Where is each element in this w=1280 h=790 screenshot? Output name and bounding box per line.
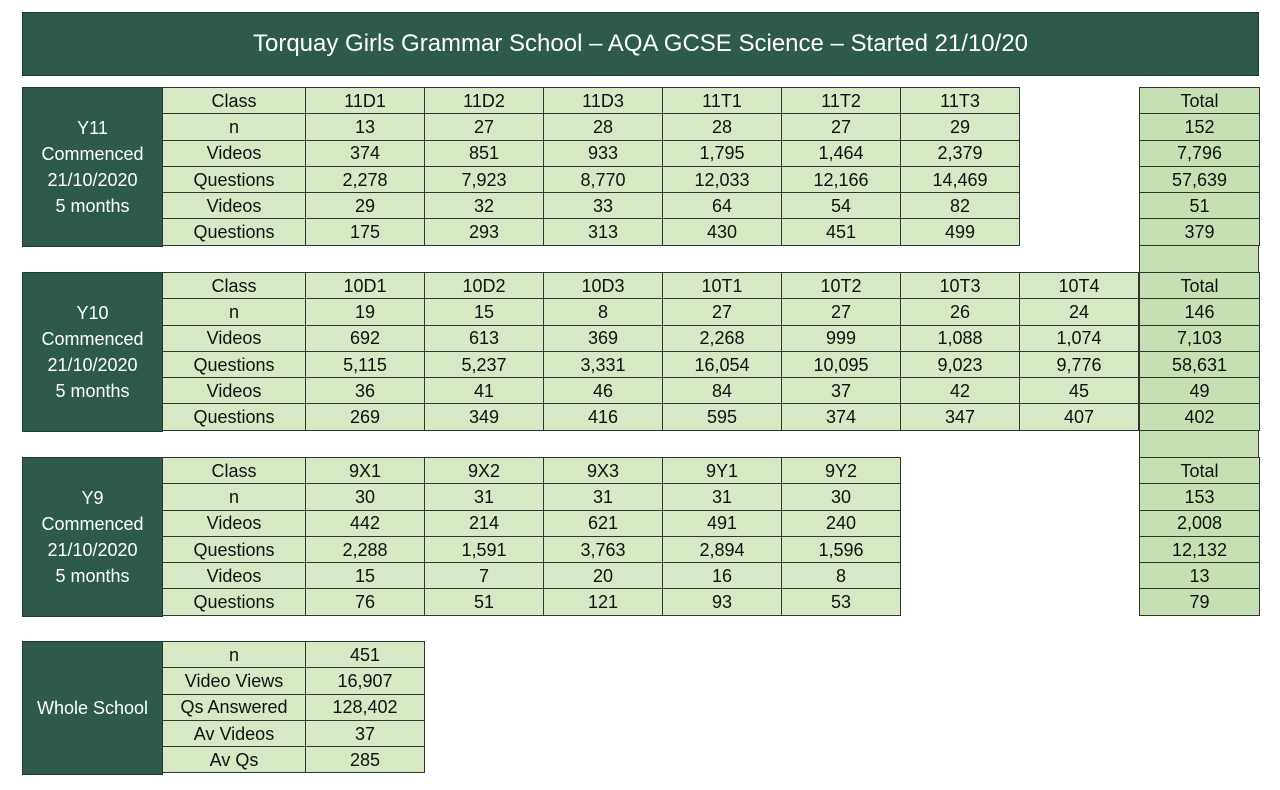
value-cell: 37 [782,378,901,404]
whole-school-row-label: Video Views [163,668,306,694]
value-cell: 29 [901,114,1020,140]
total-header-cell: Total [1140,458,1260,484]
total-value-cell: 12,132 [1140,537,1260,563]
value-cell: 27 [663,299,782,325]
value-cell: 27 [782,114,901,140]
y9-totals-column [1139,457,1260,616]
whole-school-value: 128,402 [306,695,425,721]
y9-label-line: 21/10/2020 [47,539,138,560]
value-cell: 13 [306,114,425,140]
row-label-cell: Class [163,458,306,484]
total-value-cell: 7,796 [1140,141,1260,167]
value-cell: 16,054 [663,352,782,378]
value-cell: 31 [425,484,544,510]
class-header-cell: 11T2 [782,88,901,114]
y10-data-table [162,272,1139,431]
y9-label-line: Y9 [81,487,104,508]
value-cell: 84 [663,378,782,404]
class-header-cell: 9Y2 [782,458,901,484]
value-cell: 2,268 [663,326,782,352]
value-cell: 430 [663,219,782,245]
y11-label-line: Y11 [77,117,108,138]
value-cell: 16 [663,563,782,589]
value-cell: 28 [544,114,663,140]
y11-label-line: 21/10/2020 [47,169,138,190]
row-label-cell: Videos [163,141,306,167]
class-header-cell: 9Y1 [663,458,782,484]
class-header-cell: 11D2 [425,88,544,114]
value-cell: 416 [544,404,663,430]
value-cell: 54 [782,193,901,219]
y10-label-line: Y10 [76,302,109,323]
value-cell: 442 [306,511,425,537]
value-cell: 27 [782,299,901,325]
row-label-cell: Questions [163,589,306,615]
value-cell: 9,776 [1020,352,1139,378]
value-cell: 491 [663,511,782,537]
whole-school-value: 37 [306,721,425,747]
value-cell: 240 [782,511,901,537]
whole-school-table [162,641,425,773]
total-value-cell: 79 [1140,589,1260,615]
class-header-cell: 11T3 [901,88,1020,114]
value-cell: 8 [544,299,663,325]
y9-label-line: 5 months [55,565,130,586]
class-header-cell: 11D3 [544,88,663,114]
total-value-cell: 402 [1140,404,1260,430]
whole-school-row-label: n [163,642,306,668]
value-cell: 1,464 [782,141,901,167]
value-cell: 121 [544,589,663,615]
y11-label-box [22,87,163,247]
row-label-cell: Class [163,88,306,114]
value-cell: 7,923 [425,167,544,193]
whole-school-row-label: Av Videos [163,721,306,747]
value-cell: 27 [425,114,544,140]
value-cell: 32 [425,193,544,219]
value-cell: 33 [544,193,663,219]
total-value-cell: 49 [1140,378,1260,404]
y11-label-line: Commenced [41,143,144,164]
totals-spacer [1139,246,1259,272]
row-label-cell: n [163,484,306,510]
value-cell: 613 [425,326,544,352]
y10-label-box [22,272,163,432]
value-cell: 1,591 [425,537,544,563]
value-cell: 5,115 [306,352,425,378]
total-value-cell: 7,103 [1140,326,1260,352]
value-cell: 8,770 [544,167,663,193]
value-cell: 999 [782,326,901,352]
whole-school-row-label: Qs Answered [163,695,306,721]
whole-school-value: 285 [306,747,425,773]
value-cell: 31 [663,484,782,510]
y9-label-line: Commenced [41,513,144,534]
row-label-cell: n [163,114,306,140]
y11-totals-column [1139,87,1260,246]
value-cell: 12,166 [782,167,901,193]
whole-school-value: 16,907 [306,668,425,694]
class-header-cell: 10D1 [306,273,425,299]
value-cell: 14,469 [901,167,1020,193]
row-label-cell: Questions [163,404,306,430]
value-cell: 347 [901,404,1020,430]
value-cell: 46 [544,378,663,404]
value-cell: 2,288 [306,537,425,563]
class-header-cell: 9X3 [544,458,663,484]
total-value-cell: 13 [1140,563,1260,589]
value-cell: 64 [663,193,782,219]
class-header-cell: 10D2 [425,273,544,299]
value-cell: 851 [425,141,544,167]
whole-school-row-label: Av Qs [163,747,306,773]
value-cell: 3,331 [544,352,663,378]
value-cell: 313 [544,219,663,245]
total-value-cell: 379 [1140,219,1260,245]
value-cell: 1,795 [663,141,782,167]
value-cell: 28 [663,114,782,140]
value-cell: 7 [425,563,544,589]
row-label-cell: Videos [163,511,306,537]
value-cell: 349 [425,404,544,430]
value-cell: 374 [782,404,901,430]
value-cell: 1,074 [1020,326,1139,352]
y10-label-line: Commenced [41,328,144,349]
value-cell: 175 [306,219,425,245]
row-label-cell: Questions [163,537,306,563]
y10-label-line: 21/10/2020 [47,354,138,375]
value-cell: 82 [901,193,1020,219]
value-cell: 31 [544,484,663,510]
y9-data-table [162,457,901,616]
row-label-cell: Questions [163,167,306,193]
class-header-cell: 9X2 [425,458,544,484]
value-cell: 2,894 [663,537,782,563]
value-cell: 51 [425,589,544,615]
value-cell: 9,023 [901,352,1020,378]
value-cell: 76 [306,589,425,615]
value-cell: 12,033 [663,167,782,193]
row-label-cell: Questions [163,352,306,378]
value-cell: 3,763 [544,537,663,563]
total-header-cell: Total [1140,273,1260,299]
row-label-cell: Videos [163,326,306,352]
value-cell: 269 [306,404,425,430]
value-cell: 499 [901,219,1020,245]
class-header-cell: 10T4 [1020,273,1139,299]
value-cell: 369 [544,326,663,352]
value-cell: 53 [782,589,901,615]
total-header-cell: Total [1140,88,1260,114]
total-value-cell: 57,639 [1140,167,1260,193]
total-value-cell: 146 [1140,299,1260,325]
value-cell: 2,379 [901,141,1020,167]
row-label-cell: Questions [163,219,306,245]
y9-label-box [22,457,163,617]
value-cell: 15 [306,563,425,589]
total-value-cell: 58,631 [1140,352,1260,378]
value-cell: 26 [901,299,1020,325]
row-label-cell: Videos [163,563,306,589]
value-cell: 692 [306,326,425,352]
class-header-cell: 10T1 [663,273,782,299]
value-cell: 1,088 [901,326,1020,352]
y10-totals-column [1139,272,1260,431]
value-cell: 214 [425,511,544,537]
value-cell: 19 [306,299,425,325]
class-header-cell: 10T2 [782,273,901,299]
value-cell: 29 [306,193,425,219]
y11-label-line: 5 months [55,195,130,216]
row-label-cell: Class [163,273,306,299]
value-cell: 293 [425,219,544,245]
total-value-cell: 152 [1140,114,1260,140]
value-cell: 10,095 [782,352,901,378]
total-value-cell: 2,008 [1140,511,1260,537]
whole-school-label: Whole School [36,697,149,718]
value-cell: 30 [306,484,425,510]
value-cell: 595 [663,404,782,430]
value-cell: 374 [306,141,425,167]
value-cell: 407 [1020,404,1139,430]
class-header-cell: 10D3 [544,273,663,299]
value-cell: 24 [1020,299,1139,325]
class-header-cell: 11T1 [663,88,782,114]
value-cell: 2,278 [306,167,425,193]
row-label-cell: Videos [163,378,306,404]
value-cell: 30 [782,484,901,510]
row-label-cell: n [163,299,306,325]
value-cell: 621 [544,511,663,537]
value-cell: 8 [782,563,901,589]
value-cell: 42 [901,378,1020,404]
value-cell: 451 [782,219,901,245]
class-header-cell: 9X1 [306,458,425,484]
value-cell: 5,237 [425,352,544,378]
row-label-cell: Videos [163,193,306,219]
y11-data-table [162,87,1020,246]
total-value-cell: 51 [1140,193,1260,219]
value-cell: 1,596 [782,537,901,563]
total-value-cell: 153 [1140,484,1260,510]
whole-school-label-box [22,641,163,775]
value-cell: 41 [425,378,544,404]
page-title: Torquay Girls Grammar School – AQA GCSE Science – Started 21/10/20 [22,12,1259,76]
value-cell: 93 [663,589,782,615]
y10-label-line: 5 months [55,380,130,401]
value-cell: 36 [306,378,425,404]
value-cell: 15 [425,299,544,325]
value-cell: 20 [544,563,663,589]
value-cell: 45 [1020,378,1139,404]
class-header-cell: 11D1 [306,88,425,114]
totals-spacer [1139,431,1259,457]
class-header-cell: 10T3 [901,273,1020,299]
whole-school-value: 451 [306,642,425,668]
value-cell: 933 [544,141,663,167]
